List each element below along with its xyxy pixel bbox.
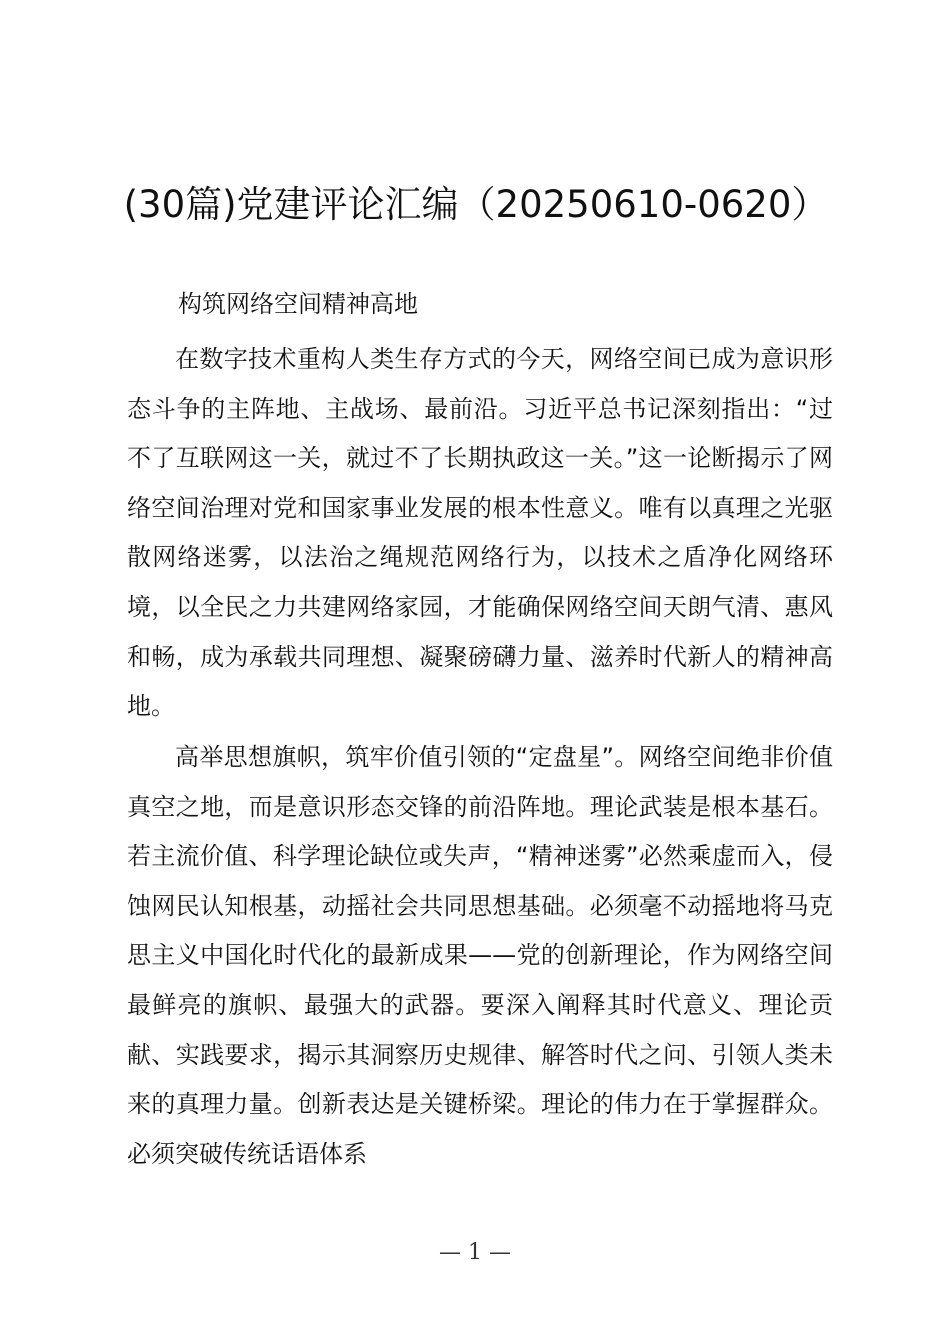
article-heading: 构筑网络空间精神高地 — [178, 290, 418, 318]
page-number: — 1 — — [439, 1240, 511, 1265]
document-title: (30篇)党建评论汇编（20250610-0620） — [123, 183, 829, 226]
body-paragraph-1: 在数字技术重构人类生存方式的今天，网络空间已成为意识形态斗争的主阵地、主战场、最前沿。习近平总书记深刻指出：“过不了互联网这一关，就过不了长期执政这一关。”这一论断揭示了网络空间治理对党和国家事业发展的根本性意义。唯有以真理之光驱散网络迷雾，以法治之绳规范网络行为，以技术之盾净化网络环境，以全民之力共建网络家园，才能确保网络空间天朗气清、惠风和畅，成为承载共同理想、凝聚磅礴力量、滋养时代新人的精神高地。 — [127, 345, 833, 721]
body-paragraph-2: 高举思想旗帜，筑牢价值引领的“定盘星”。网络空间绝非价值真空之地，而是意识形态交锋的前沿阵地。理论武装是根本基石。若主流价值、科学理论缺位或失声，“精神迷雾”必然乘虚而入，侵蚀网民认知根基，动摇社会共同思想基础。必须毫不动摇地将马克思主义中国化时代化的最新成果——党的创新理论，作为网络空间最鲜亮的旗帜、最强大的武器。要深入阐释其时代意义、理论贡献、实践要求，揭示其洞察历史规律、解答时代之问、引领人类未来的真理力量。创新表达是关键桥梁。理论的伟力在于掌握群众。必须突破传统话语体系 — [127, 743, 833, 1168]
